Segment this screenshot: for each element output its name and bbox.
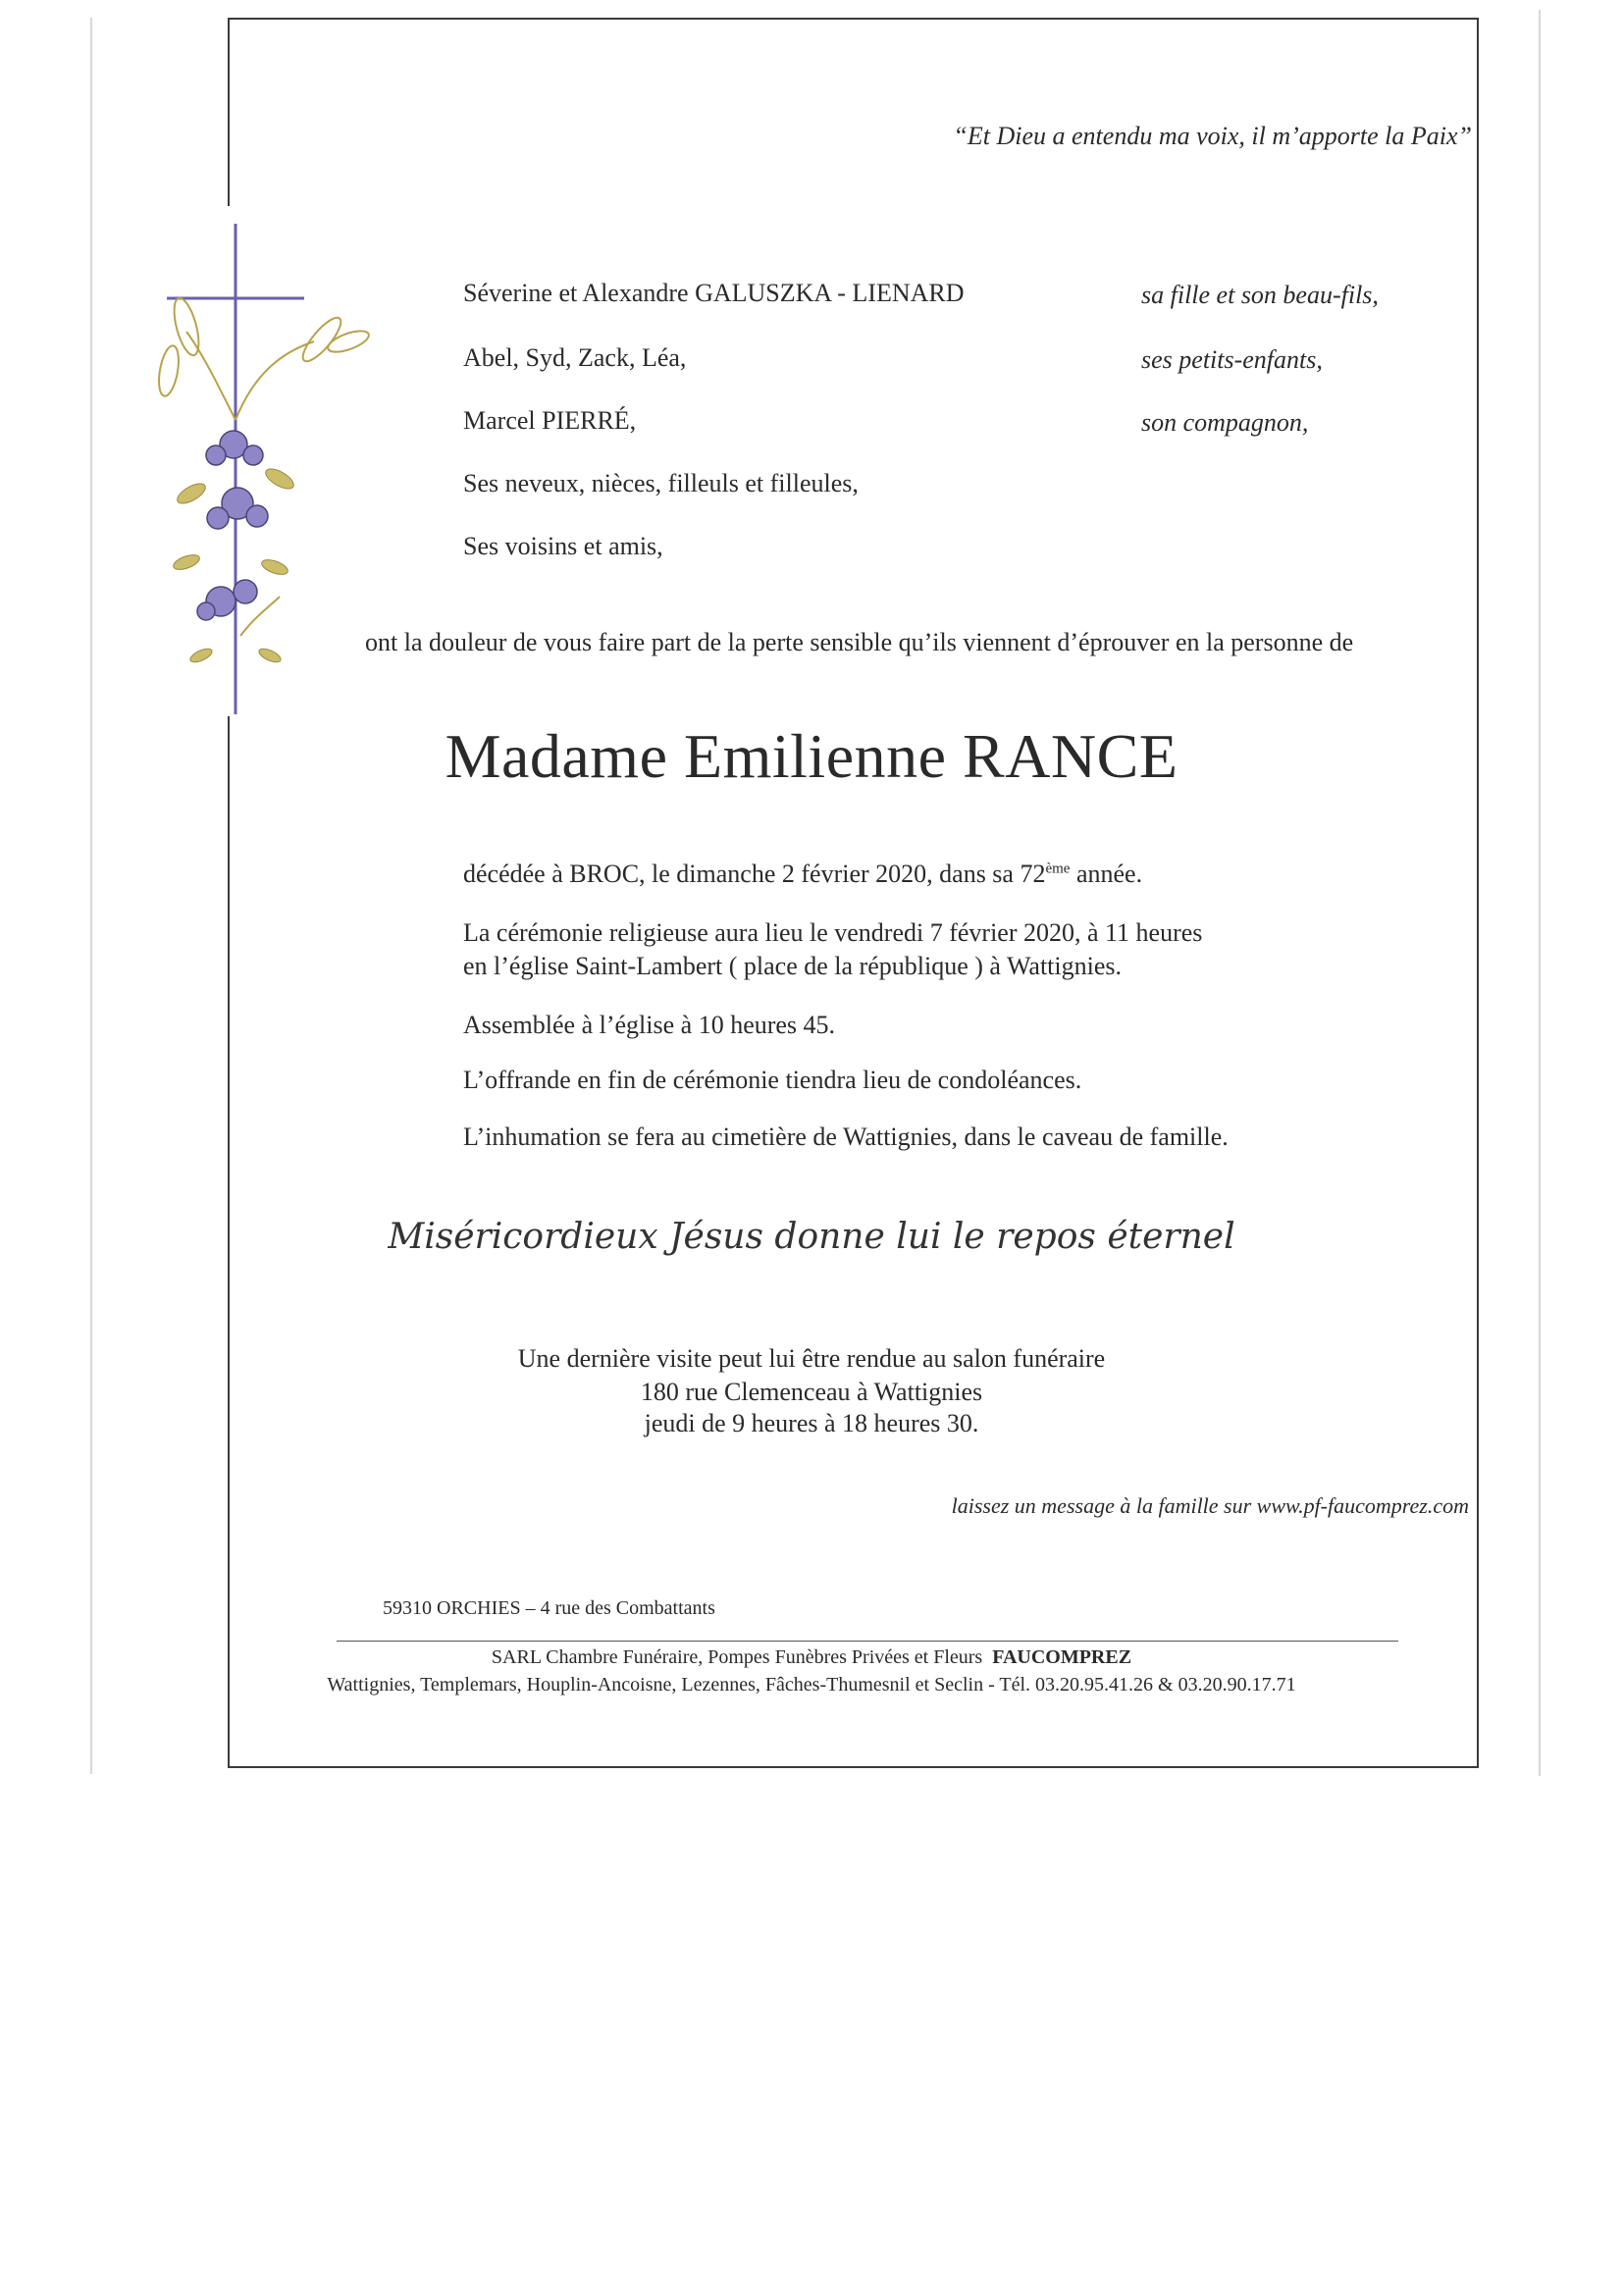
cross-ornament [147,224,393,714]
family-name: Ses neveux, nièces, filleuls et filleules, [463,469,859,497]
family-name: Ses voisins et amis, [463,532,663,560]
footer-divider [337,1641,1398,1642]
intro-text: ont la douleur de vous faire part de la perte sensible qu’ils viennent d’éprouver en la personne de [365,628,1354,656]
footer-address: 59310 ORCHIES – 4 rue des Combattants [383,1597,715,1619]
cross-icon [167,224,304,714]
family-name: Abel, Syd, Zack, Léa, [463,343,687,372]
visit-hours: jeudi de 9 heures à 18 heures 30. [644,1409,979,1437]
offering-text: L’offrande en fin de cérémonie tiendra lieu de condoléances. [463,1066,1082,1094]
family-relation: sa fille et son beau-fils, [1141,281,1379,309]
family-relation: son compagnon, [1141,408,1309,437]
company-description: SARL Chambre Funéraire, Pompes Funèbres Privées et Fleurs [491,1646,983,1668]
visit-line: Une dernière visite peut lui être rendue au salon funéraire [517,1344,1106,1373]
ordinal-suffix: ème [1045,861,1071,877]
epigraph: “Et Dieu a entendu ma voix, il m’apporte la Paix” [953,122,1472,150]
assembly-text: Assemblée à l’église à 10 heures 45. [463,1011,836,1039]
death-details [463,860,1142,889]
family-name: Séverine et Alexandre GALUSZKA - LIENARD [463,279,965,307]
wheat-icon [156,295,372,636]
ceremony-line: La cérémonie religieuse aura lieu le vendredi 7 février 2020, à 11 heures [463,918,1203,947]
footer-towns: Wattignies, Templemars, Houplin-Ancoisne, Lezennes, Fâches-Thumesnil et Seclin - Tél. 03.20.95.41.26 & 03.20.90.17.71 [327,1674,1296,1696]
family-relation: ses petits-enfants, [1141,345,1323,374]
visit-address: 180 rue Clemenceau à Wattignies [640,1378,983,1406]
footer-company [0,1646,1623,1669]
family-name: Marcel PIERRÉ, [463,406,637,435]
burial-text: L’inhumation se fera au cimetière de Wattignies, dans le caveau de famille. [463,1122,1229,1151]
message-link[interactable]: laissez un message à la famille sur www.pf-faucomprez.com [951,1493,1469,1518]
ceremony-location: en l’église Saint-Lambert ( place de la république ) à Wattignies. [463,952,1123,980]
death-text-end: année. [1070,860,1143,888]
scan-edge-right [1539,10,1541,1776]
company-name: FAUCOMPREZ [992,1646,1132,1668]
deceased-name: Madame Emilienne RANCE [445,721,1178,791]
flower-icon [197,431,268,620]
death-text: décédée à BROC, le dimanche 2 février 2020, dans sa 72 [463,860,1046,888]
prayer: Miséricordieux Jésus donne lui le repos éternel [388,1217,1235,1257]
